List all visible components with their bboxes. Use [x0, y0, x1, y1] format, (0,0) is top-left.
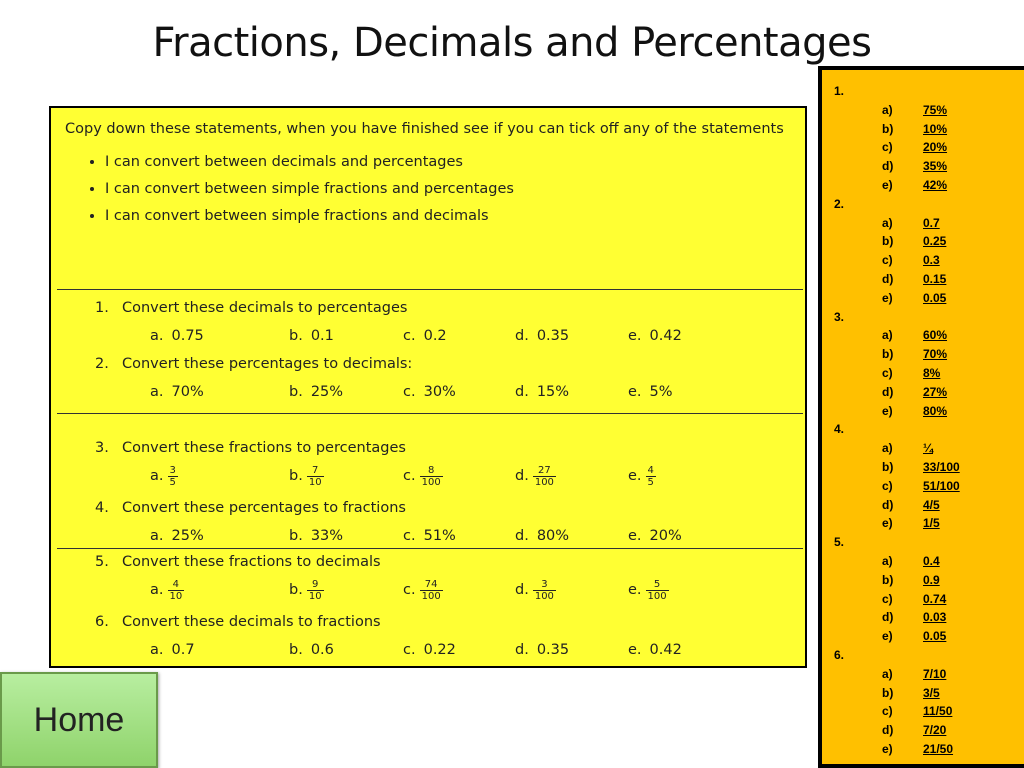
question-number: 5. — [95, 554, 109, 570]
answer-value: ¼ — [923, 441, 934, 456]
question-part — [403, 522, 456, 550]
fraction-numerator: 5 — [646, 579, 669, 591]
question-part — [150, 522, 204, 550]
answer-item — [822, 138, 1024, 157]
answer-value: 33/100 — [923, 459, 960, 474]
question-part — [515, 636, 569, 664]
part-label: e. — [628, 468, 642, 484]
part-label: b. — [289, 528, 303, 544]
question-part — [515, 522, 569, 550]
question-text: Convert these decimals to fractions — [122, 614, 381, 630]
answer-group-number: 3. — [834, 309, 845, 324]
part-label: c. — [403, 642, 416, 658]
answer-group-number: 6. — [834, 647, 845, 662]
answer-group-2 — [822, 195, 1024, 308]
fraction-denominator: 5 — [647, 476, 654, 488]
part-label: a. — [150, 582, 164, 598]
part-label: e. — [628, 528, 642, 544]
fraction-denominator: 100 — [421, 476, 441, 488]
answer-item — [822, 608, 1024, 627]
part-label: a. — [150, 328, 164, 344]
part-label: d. — [515, 328, 529, 344]
question-1 — [95, 294, 407, 322]
question-part — [289, 576, 324, 604]
part-label: a. — [150, 384, 164, 400]
answer-label: d) — [882, 610, 894, 625]
answer-value: 11/50 — [923, 704, 953, 719]
answer-value: 27% — [923, 384, 948, 399]
worksheet-panel — [49, 106, 807, 668]
answer-value: 75% — [923, 102, 948, 117]
answer-group-number: 2. — [834, 196, 845, 211]
answer-value: 10% — [923, 121, 948, 136]
part-label: b. — [289, 582, 303, 598]
question-number: 4. — [95, 500, 109, 516]
question-number: 2. — [95, 356, 109, 372]
answer-label: a) — [882, 553, 893, 568]
part-label: c. — [403, 582, 416, 598]
part-label: a. — [150, 468, 164, 484]
fraction-numerator: 3 — [169, 464, 176, 476]
part-fraction — [307, 465, 324, 488]
part-value: 0.7 — [171, 642, 195, 658]
answer-item — [822, 232, 1024, 251]
fraction-numerator: 74 — [420, 579, 443, 591]
answer-group-5 — [822, 533, 1024, 646]
question-part — [403, 636, 456, 664]
answer-item — [822, 702, 1024, 721]
fraction-numerator: 9 — [307, 579, 324, 591]
fraction-denominator: 10 — [308, 590, 322, 602]
answer-label: a) — [882, 215, 893, 230]
part-fraction — [646, 579, 669, 602]
answer-label: c) — [882, 253, 893, 268]
part-fraction — [168, 579, 185, 602]
answer-value: 0.25 — [923, 234, 947, 249]
question-part — [628, 636, 682, 664]
answer-label: e) — [882, 516, 893, 531]
answer-label: d) — [882, 159, 894, 174]
fraction-denominator: 100 — [647, 590, 667, 602]
answer-label: d) — [882, 271, 894, 286]
answer-group-4 — [822, 420, 1024, 533]
home-button[interactable]: Home — [0, 672, 158, 768]
part-label: c. — [403, 384, 416, 400]
statement-list — [65, 149, 785, 230]
answer-item — [822, 665, 1024, 684]
question-part — [628, 462, 656, 490]
answer-item — [822, 496, 1024, 515]
answer-group-number: 5. — [834, 535, 845, 550]
question-text: Convert these fractions to percentages — [122, 440, 406, 456]
answer-item — [822, 684, 1024, 703]
answer-item — [822, 251, 1024, 270]
part-value: 0.42 — [649, 328, 682, 344]
part-label: d. — [515, 468, 529, 484]
question-part — [515, 322, 569, 350]
answer-label: b) — [882, 234, 894, 249]
answer-label: a) — [882, 441, 893, 456]
part-value: 5% — [649, 384, 673, 400]
question-part — [150, 322, 204, 350]
answer-group-6 — [822, 646, 1024, 759]
answer-value: 0.05 — [923, 629, 947, 644]
part-value: 0.35 — [536, 328, 570, 344]
answer-label: e) — [882, 290, 893, 305]
part-label: a. — [150, 642, 164, 658]
question-number: 1. — [95, 300, 109, 316]
part-value: 0.6 — [310, 642, 334, 658]
part-fraction — [533, 579, 556, 602]
part-label: d. — [515, 582, 529, 598]
question-part — [515, 576, 556, 604]
part-value: 51% — [423, 528, 456, 544]
fraction-denominator: 100 — [421, 590, 441, 602]
part-label: b. — [289, 384, 303, 400]
question-5 — [95, 548, 381, 576]
question-number: 6. — [95, 614, 109, 630]
part-label: c. — [403, 528, 416, 544]
question-part — [289, 322, 334, 350]
part-label: d. — [515, 528, 529, 544]
answer-value: 0.9 — [923, 572, 940, 587]
answer-item — [822, 552, 1024, 571]
question-part — [628, 576, 669, 604]
answer-item — [822, 383, 1024, 402]
part-value: 20% — [649, 528, 682, 544]
answer-value: 51/100 — [923, 478, 960, 493]
answer-item — [822, 214, 1024, 233]
part-label: d. — [515, 384, 529, 400]
part-value: 0.1 — [310, 328, 334, 344]
answer-label: b) — [882, 572, 894, 587]
worksheet-intro — [65, 116, 785, 230]
answer-item — [822, 571, 1024, 590]
question-part — [150, 636, 195, 664]
answers-panel — [818, 66, 1024, 768]
part-fraction — [420, 465, 443, 488]
part-label: d. — [515, 642, 529, 658]
fraction-numerator: 27 — [533, 465, 556, 477]
answer-value: 1/5 — [923, 516, 940, 531]
answer-item — [822, 439, 1024, 458]
answer-item — [822, 721, 1024, 740]
page-title: Fractions, Decimals and Percentages — [152, 20, 872, 66]
question-part — [628, 522, 682, 550]
answer-item — [822, 120, 1024, 139]
fraction-denominator: 100 — [534, 476, 554, 488]
answer-value: 0.3 — [923, 253, 940, 268]
question-number: 3. — [95, 440, 109, 456]
fraction-numerator: 4 — [647, 464, 654, 476]
question-text: Convert these percentages to fractions — [122, 500, 406, 516]
answer-value: 3/5 — [923, 685, 940, 700]
part-value: 0.35 — [536, 642, 570, 658]
part-value: 30% — [423, 384, 456, 400]
question-part — [289, 522, 343, 550]
question-part — [628, 378, 673, 406]
answer-item — [822, 176, 1024, 195]
answer-value: 60% — [923, 328, 948, 343]
part-label: b. — [289, 468, 303, 484]
part-label: c. — [403, 328, 416, 344]
answer-value: 0.74 — [923, 591, 947, 606]
question-part — [515, 462, 556, 490]
answer-label: c) — [882, 365, 893, 380]
question-part — [150, 462, 178, 490]
answer-label: b) — [882, 685, 894, 700]
answer-item — [822, 477, 1024, 496]
answer-value: 7/20 — [923, 723, 947, 738]
answer-label: c) — [882, 591, 893, 606]
part-label: a. — [150, 528, 164, 544]
answer-value: 0.7 — [923, 215, 940, 230]
answer-group-number: 4. — [834, 422, 845, 437]
answer-label: e) — [882, 403, 893, 418]
fraction-denominator: 5 — [169, 476, 176, 488]
answer-group-1 — [822, 82, 1024, 195]
answer-label: c) — [882, 704, 893, 719]
question-text: Convert these percentages to decimals: — [122, 356, 413, 372]
answer-value: 20% — [923, 140, 948, 155]
answer-item — [822, 740, 1024, 759]
part-fraction — [646, 465, 656, 488]
answer-label: c) — [882, 140, 893, 155]
fraction-denominator: 10 — [169, 590, 183, 602]
answer-label: d) — [882, 384, 894, 399]
answer-label: a) — [882, 328, 893, 343]
answer-item — [822, 157, 1024, 176]
part-label: e. — [628, 642, 642, 658]
question-text: Convert these fractions to decimals — [122, 554, 381, 570]
question-part — [150, 378, 204, 406]
part-fraction — [168, 465, 178, 488]
answer-value: 35% — [923, 159, 948, 174]
question-part — [403, 378, 456, 406]
question-part — [289, 636, 334, 664]
statement-item: • I can convert between simple fractions and percentages — [105, 176, 785, 203]
answer-group-number: 1. — [834, 84, 845, 98]
answer-value: 0.05 — [923, 290, 947, 305]
question-part — [403, 322, 447, 350]
divider — [57, 413, 803, 414]
part-label: b. — [289, 328, 303, 344]
answer-label: a) — [882, 666, 893, 681]
fraction-numerator: 7 — [307, 465, 324, 477]
answer-item — [822, 270, 1024, 289]
part-value: 70% — [171, 384, 204, 400]
question-part — [403, 576, 443, 604]
part-value: 25% — [310, 384, 344, 400]
answer-item — [822, 458, 1024, 477]
answer-item — [822, 364, 1024, 383]
part-fraction — [533, 465, 556, 488]
question-2 — [95, 350, 412, 378]
question-text: Convert these decimals to percentages — [122, 300, 408, 316]
statement-item: • I can convert between simple fractions and decimals — [105, 203, 785, 230]
answer-item — [822, 402, 1024, 421]
question-part — [403, 462, 443, 490]
part-label: e. — [628, 328, 642, 344]
intro-text: Copy down these statements, when you have finished see if you can tick off any of the statements — [65, 121, 784, 137]
part-fraction — [307, 579, 324, 602]
answer-value: 42% — [923, 177, 948, 192]
answer-value: 7/10 — [923, 666, 947, 681]
part-value: 80% — [536, 528, 570, 544]
answer-label: b) — [882, 121, 894, 136]
part-value: 0.2 — [423, 328, 447, 344]
fraction-numerator: 8 — [420, 465, 443, 477]
answer-item — [822, 326, 1024, 345]
question-3 — [95, 434, 406, 462]
answer-label: c) — [882, 478, 893, 493]
answer-group-3 — [822, 308, 1024, 421]
divider — [57, 289, 803, 290]
part-value: 33% — [310, 528, 344, 544]
question-part — [628, 322, 682, 350]
part-value: 15% — [536, 384, 570, 400]
question-part — [515, 378, 569, 406]
answer-label: a) — [882, 102, 893, 117]
question-part — [289, 378, 343, 406]
question-part — [150, 576, 184, 604]
part-value: 25% — [171, 528, 204, 544]
fraction-denominator: 10 — [308, 476, 322, 488]
answer-item — [822, 590, 1024, 609]
answer-value: 70% — [923, 347, 948, 362]
part-value: 0.75 — [171, 328, 204, 344]
answer-value: 80% — [923, 403, 948, 418]
answer-item — [822, 627, 1024, 646]
question-4 — [95, 494, 406, 522]
answer-value: 4/5 — [923, 497, 940, 512]
part-label: c. — [403, 468, 416, 484]
part-label: e. — [628, 384, 642, 400]
answer-label: e) — [882, 177, 893, 192]
answer-label: b) — [882, 347, 894, 362]
part-label: b. — [289, 642, 303, 658]
fraction-denominator: 100 — [534, 590, 554, 602]
answer-value: 0.4 — [923, 553, 940, 568]
fraction-numerator: 3 — [533, 579, 556, 591]
answer-label: d) — [882, 497, 894, 512]
answer-item — [822, 101, 1024, 120]
answer-item — [822, 345, 1024, 364]
answer-item — [822, 514, 1024, 533]
part-label: e. — [628, 582, 642, 598]
answer-item — [822, 289, 1024, 308]
answer-value: 21/50 — [923, 741, 954, 756]
answer-label: b) — [882, 459, 894, 474]
answer-value: 0.15 — [923, 271, 947, 286]
statement-item: • I can convert between decimals and percentages — [105, 149, 785, 176]
part-fraction — [420, 579, 443, 602]
answer-label: e) — [882, 741, 893, 756]
part-value: 0.22 — [423, 642, 456, 658]
answer-value: 0.03 — [923, 610, 947, 625]
answer-value: 8% — [923, 365, 941, 380]
answer-label: e) — [882, 629, 893, 644]
fraction-numerator: 4 — [168, 579, 185, 591]
question-6 — [95, 608, 381, 636]
question-part — [289, 462, 324, 490]
answer-label: d) — [882, 723, 894, 738]
part-value: 0.42 — [649, 642, 682, 658]
